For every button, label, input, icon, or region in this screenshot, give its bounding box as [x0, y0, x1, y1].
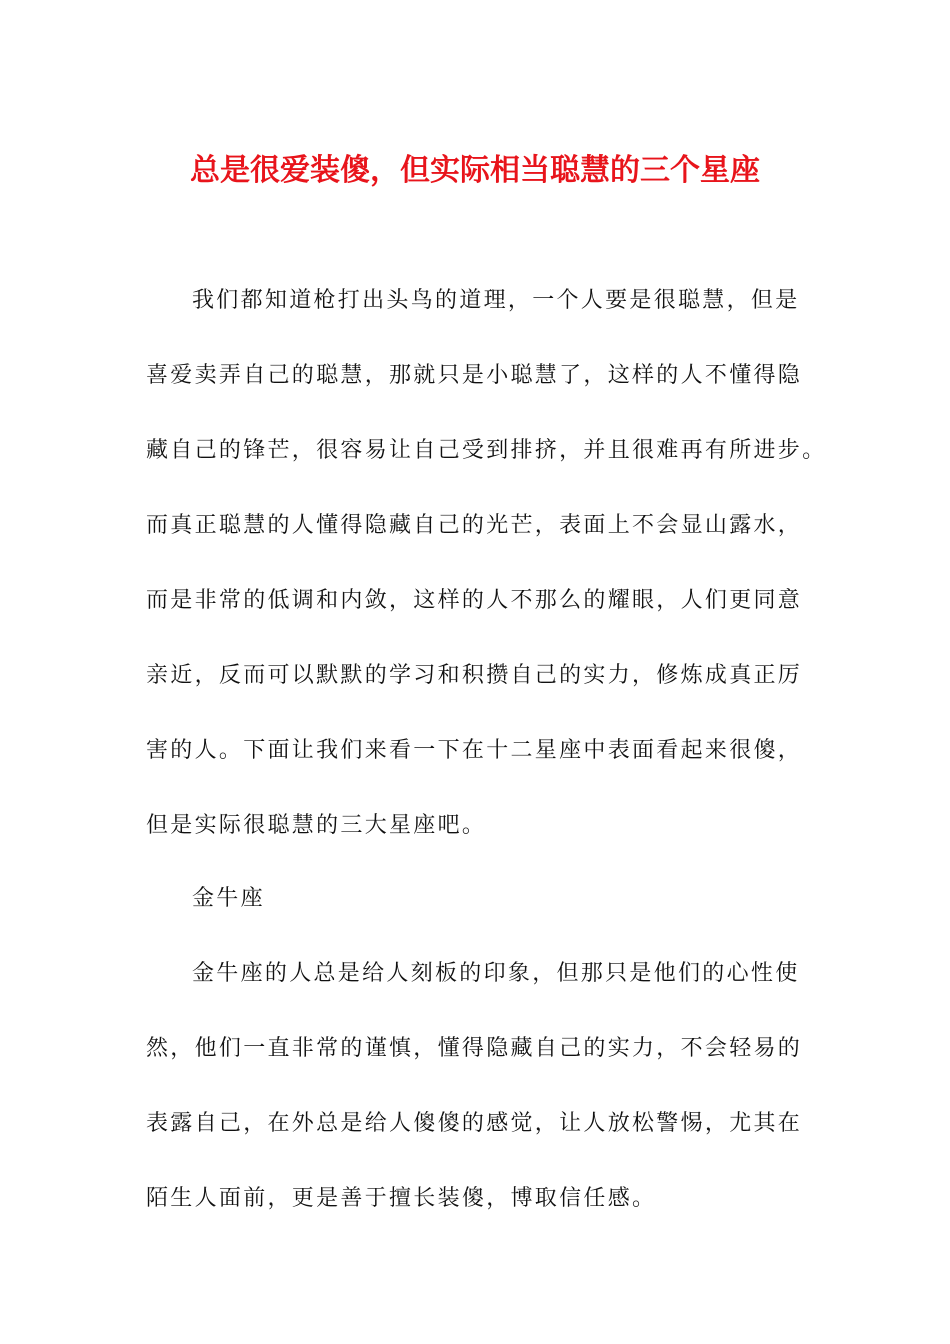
paragraph-line: 而真正聪慧的人懂得隐藏自己的光芒，表面上不会显山露水， — [146, 513, 803, 538]
taurus-paragraph — [146, 936, 814, 1236]
paragraph-line: 喜爱卖弄自己的聪慧，那就只是小聪慧了，这样的人不懂得隐 — [146, 363, 803, 388]
paragraph-line: 金牛座的人总是给人刻板的印象，但那只是他们的心性使 — [192, 961, 800, 986]
document-title: 总是很爱装傻，但实际相当聪慧的三个星座 — [190, 153, 760, 188]
paragraph-line: 藏自己的锋芒，很容易让自己受到排挤，并且很难再有所进步。 — [146, 438, 827, 463]
paragraph-line: 陌生人面前，更是善于擅长装傻，博取信任感。 — [146, 1186, 657, 1211]
section-heading: 金牛座 — [192, 886, 265, 911]
paragraph-line: 但是实际很聪慧的三大星座吧。 — [146, 813, 487, 838]
paragraph-line: 然，他们一直非常的谨慎，懂得隐藏自己的实力，不会轻易的 — [146, 1036, 803, 1061]
intro-paragraph — [146, 263, 827, 863]
paragraph-line: 而是非常的低调和内敛，这样的人不那么的耀眼，人们更同意 — [146, 588, 803, 613]
paragraph-line: 害的人。下面让我们来看一下在十二星座中表面看起来很傻， — [146, 738, 803, 763]
section-heading-block — [146, 861, 814, 936]
paragraph-line: 表露自己，在外总是给人傻傻的感觉，让人放松警惕，尤其在 — [146, 1111, 803, 1136]
paragraph-line: 我们都知道枪打出头鸟的道理，一个人要是很聪慧，但是 — [192, 288, 800, 313]
paragraph-line: 亲近，反而可以默默的学习和积攒自己的实力，修炼成真正厉 — [146, 663, 803, 688]
